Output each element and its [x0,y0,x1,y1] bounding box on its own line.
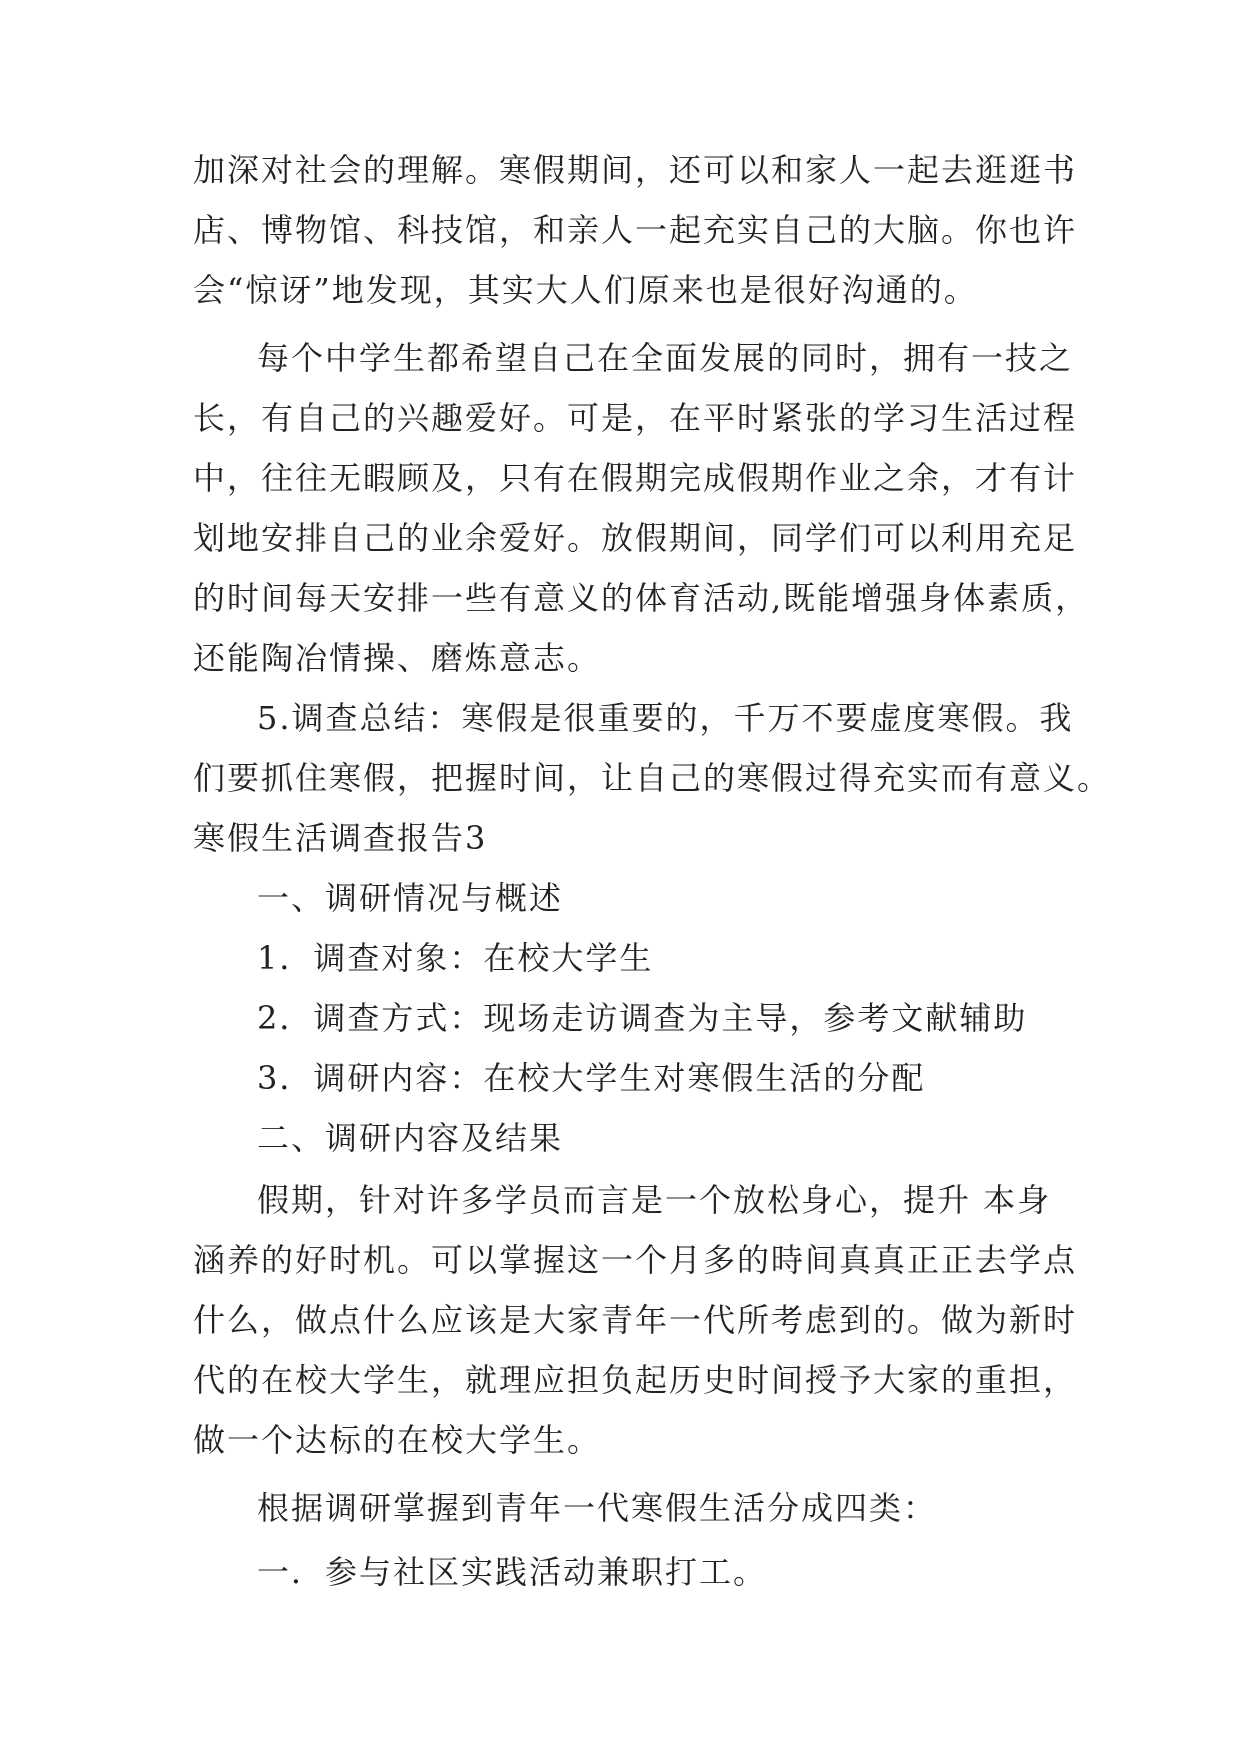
text-line: 们要抓住寒假，把握时间，让自己的寒假过得充实而有意义。 [193,759,1112,797]
text-line: 店、博物馆、科技馆，和亲人一起充实自己的大脑。你也许 [193,211,1078,249]
heading-2: 二、调研内容及结果 [257,1119,564,1157]
text-line: 划地安排自己的业余爱好。放假期间，同学们可以利用充足 [193,519,1078,557]
text-line: 5.调查总结：寒假是很重要的，千万不要虚度寒假。我 [257,699,1074,737]
text-line: 会“惊讶”地发现，其实大人们原来也是很好沟通的。 [193,271,978,309]
text-line: 代的在校大学生，就理应担负起历史时间授予大家的重担， [193,1361,1078,1399]
text-line: 假期，针对许多学员而言是一个放松身心，提升 本身 [257,1181,1052,1219]
section-title: 寒假生活调查报告3 [193,819,488,857]
list-item: 一．参与社区实践活动兼职打工。 [257,1553,768,1591]
list-item: 1．调查对象：在校大学生 [257,939,654,977]
text-line: 涵养的好时机。可以掌握这一个月多的時间真真正正去学点 [193,1241,1078,1279]
heading-1: 一、调研情况与概述 [257,879,564,917]
text-line: 什么，做点什么应该是大家青年一代所考虑到的。做为新时 [193,1301,1078,1339]
text-line: 加深对社会的理解。寒假期间，还可以和家人一起去逛逛书 [193,151,1078,189]
text-line: 长，有自己的兴趣爱好。可是，在平时紧张的学习生活过程 [193,399,1078,437]
text-line: 的时间每天安排一些有意义的体育活动,既能增强身体素质， [193,579,1090,617]
text-line: 中，往往无暇顾及，只有在假期完成假期作业之余，才有计 [193,459,1078,497]
list-item: 2．调查方式：现场走访调查为主导，参考文献辅助 [257,999,1028,1037]
text-line: 每个中学生都希望自己在全面发展的同时，拥有一技之 [257,339,1074,377]
text-line: 根据调研掌握到青年一代寒假生活分成四类： [257,1489,938,1527]
text-line: 做一个达标的在校大学生。 [193,1421,602,1459]
list-item: 3．调研内容：在校大学生对寒假生活的分配 [257,1059,926,1097]
text-line: 还能陶冶情操、磨炼意志。 [193,639,602,677]
